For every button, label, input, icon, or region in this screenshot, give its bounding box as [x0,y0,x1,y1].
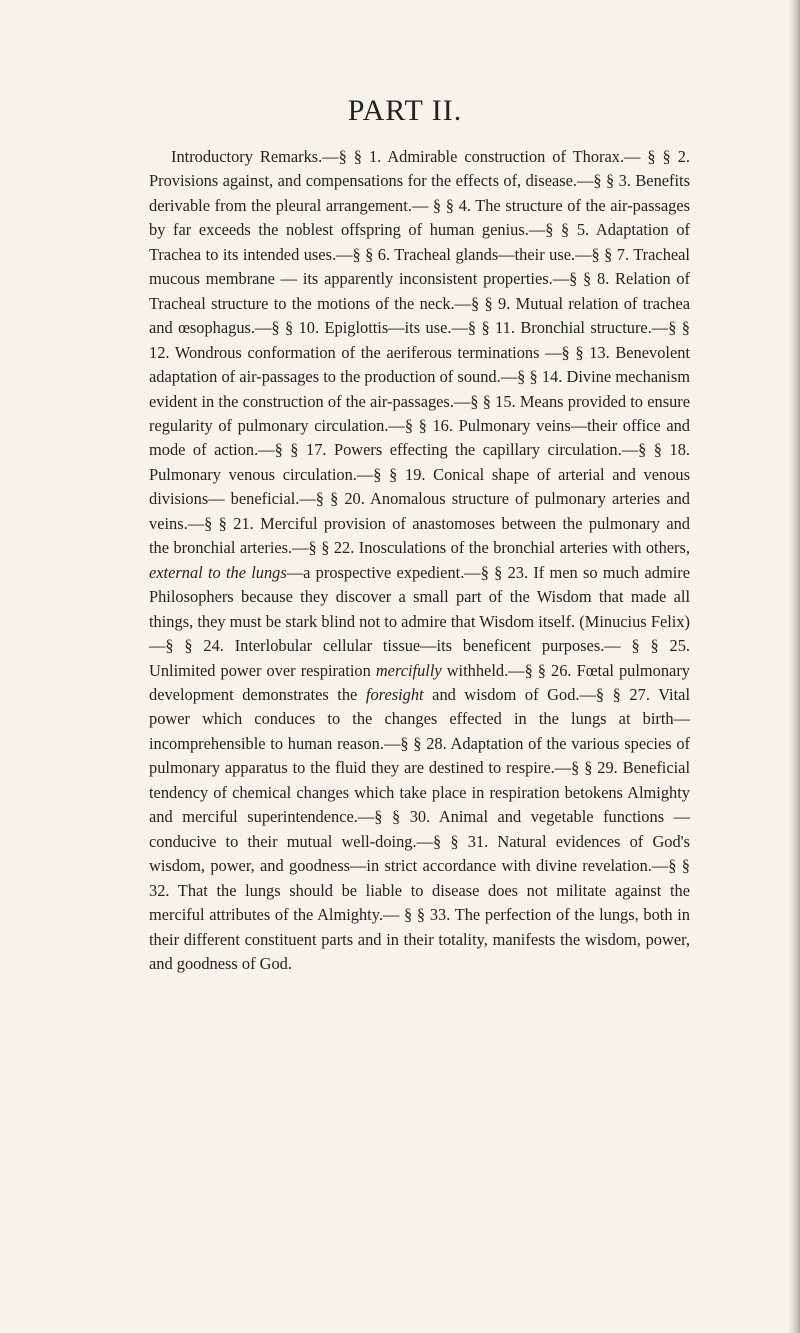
text-segment: and wisdom of God.—§ § 27. Vital power which conduces to the changes effected in the lungs at birth—incomprehensible to human reason.—§ § 28. Adaptation of the various species of pulmonary apparatus to the fluid they are destined to respire.—§ § 29. Beneficial tendency of chemical changes which take place in respiration betokens Almighty and merciful superintendence.—§ § 30. Animal and vegetable functions —conducive to their mutual well-doing.—§ § 31. Natural evidences of God's wisdom, power, and goodness—in strict accordance with divine revelation.—§ § 32. That the lungs should be liable to disease does not militate against the merciful attributes of the Almighty.— § § 33. The perfection of the lungs, both in their different constituent parts and in their totality, manifests the wisdom, power, and goodness of God. [149,684,690,973]
text-segment-italic: foresight [365,684,424,704]
synopsis-paragraph [149,145,690,976]
text-segment: withheld.—§ § 26. Fœtal pulmonary development demonstrates the [149,660,690,704]
text-segment-italic: mercifully [375,660,442,680]
text-segment: Introductory Remarks.—§ § 1. Admirable construction of Thorax.— § § 2. Provisions against, and compensations for the effects of, disease.—§ § 3. Benefits derivable from the pleural arrangement.— § § 4. The structure of the air-passages by far exceeds the noblest offspring of human genius.—§ § 5. Adaptation of Trachea to its intended uses.—§ § 6. Tracheal glands—their use.—§ § 7. Tracheal mucous membrane — its apparently inconsistent properties.—§ § 8. Relation of Tracheal structure to the motions of the neck.—§ § 9. Mutual relation of trachea and œsophagus.—§ § 10. Epiglottis—its use.—§ § 11. Bronchial structure.—§ § 12. Wondrous conformation of the aeriferous terminations —§ § 13. Benevolent adaptation of air-passages to the production of sound.—§ § 14. Divine mechanism evident in the construction of the air-passages.—§ § 15. Means provided to ensure regularity of pulmonary circulation.—§ § 16. Pulmonary veins—their office and mode of action.—§ § 17. Powers effecting the capillary circulation.—§ § 18. Pulmonary venous circulation.—§ § 19. Conical shape of arterial and venous divisions— beneficial.—§ § 20. Anomalous structure of pulmonary arteries and veins.—§ § 21. Merciful provision of anastomoses between the pulmonary and the bronchial arteries.—§ § 22. Inosculations of the bronchial arteries with others, [149,147,690,558]
text-segment: —a prospective expedient.—§ § 23. If men so much admire Philosophers because they discover a small part of the Wisdom that made all things, they must be stark blind not to admire that Wisdom itself. (Minucius Felix)—§ § 24. Interlobular cellular tissue—its beneficent purposes.— § § 25. Unlimited power over respiration [149,562,690,680]
text-segment-italic: external to the lungs [149,562,287,582]
part-heading: PART II. [347,94,463,127]
page-edge-shadow [788,0,800,1333]
